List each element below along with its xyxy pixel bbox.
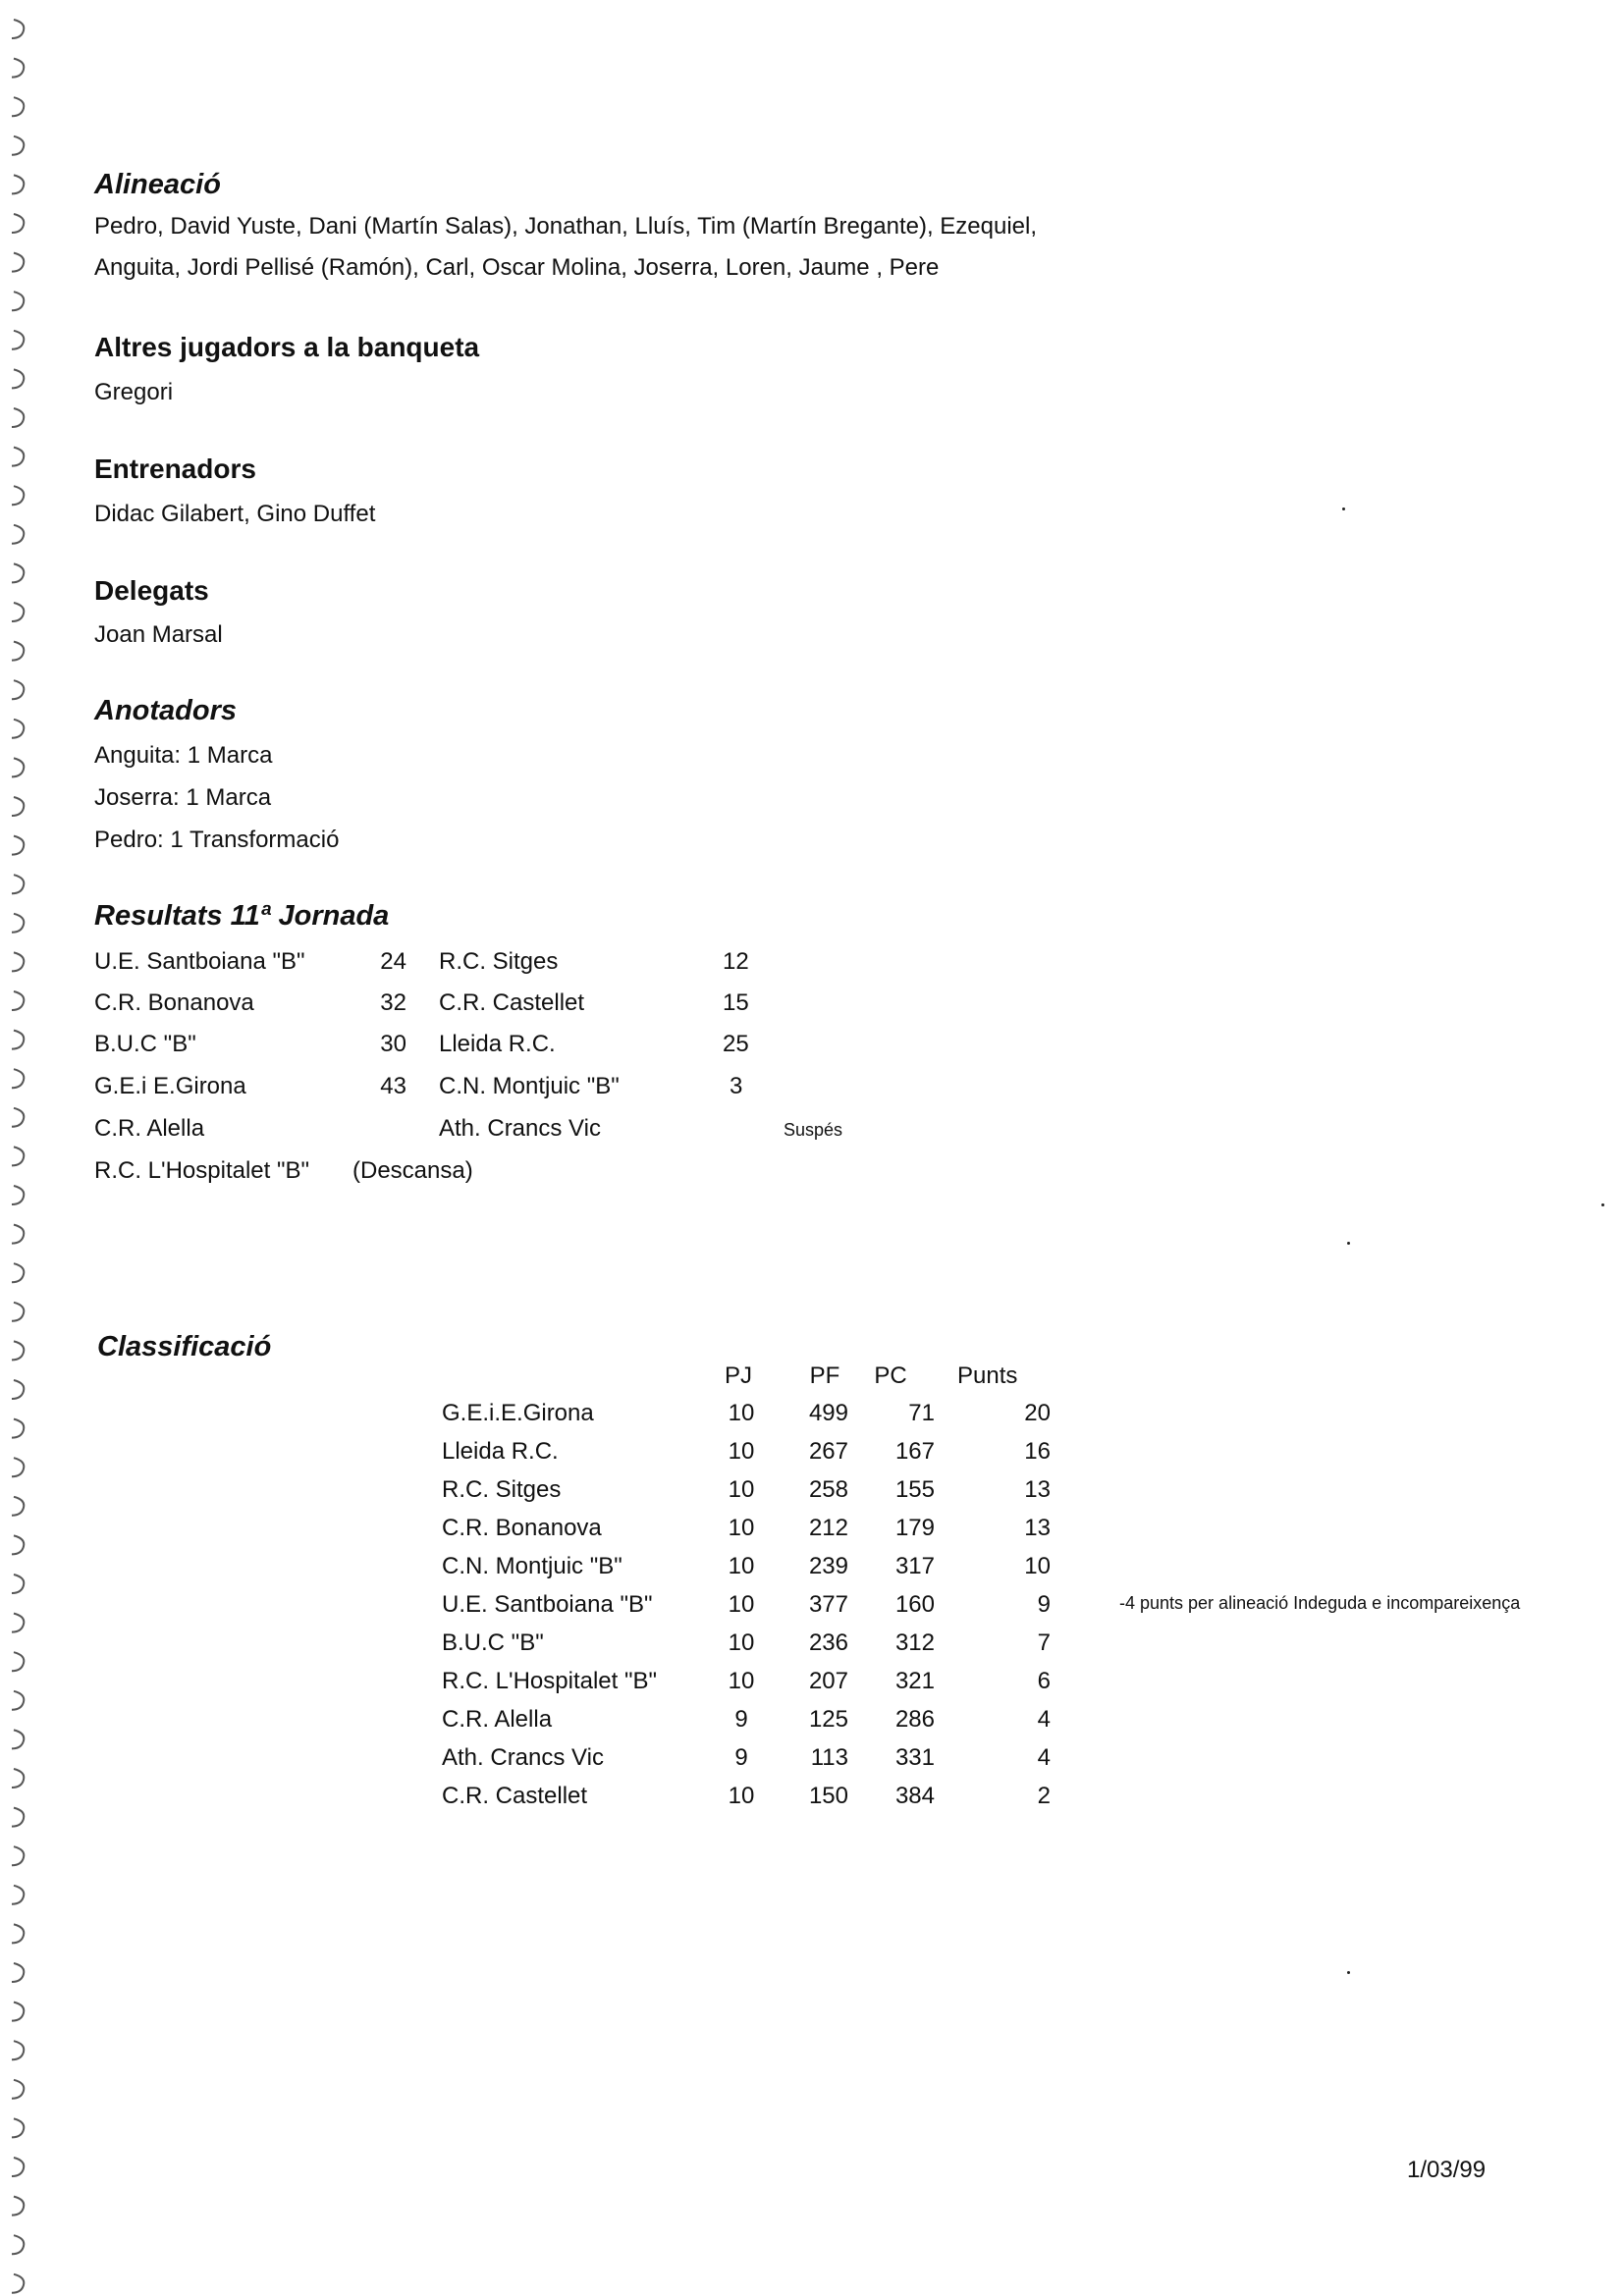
away-score: 3 <box>730 1073 743 1099</box>
alineacio-line-1: Pedro, David Yuste, Dani (Martín Salas), Jonathan, Lluís, Tim (Martín Bregante), Ezequiel, <box>94 213 1038 240</box>
home-team: C.R. Bonanova <box>94 989 254 1016</box>
points-for: 150 <box>808 1783 848 1809</box>
banqueta-text: Gregori <box>94 379 174 405</box>
binding-hole <box>12 408 24 427</box>
header-pc: PC <box>874 1362 907 1389</box>
binding-hole <box>12 1730 24 1748</box>
away-score: 12 <box>723 948 749 975</box>
played: 10 <box>728 1783 755 1809</box>
points-for: 267 <box>808 1438 848 1465</box>
punts: 16 <box>1024 1438 1051 1465</box>
binding-hole <box>12 1924 24 1943</box>
binding-hole <box>12 758 24 776</box>
binding-hole <box>12 2274 24 2293</box>
binding-hole <box>12 2118 24 2137</box>
binding-hole <box>12 253 24 272</box>
binding-hole <box>12 97 24 116</box>
binding-hole <box>12 603 24 621</box>
scan-speck <box>1347 1971 1350 1974</box>
points-for: 258 <box>808 1476 848 1503</box>
binding-hole <box>12 836 24 855</box>
points-for: 113 <box>810 1744 848 1771</box>
home-team: G.E.i E.Girona <box>94 1073 246 1099</box>
binding-hole <box>12 2041 24 2059</box>
punts: 4 <box>1037 1744 1051 1771</box>
binding-hole <box>12 1263 24 1282</box>
points-for: 207 <box>808 1668 848 1694</box>
binding-hole <box>12 1031 24 1049</box>
points-for: 377 <box>808 1591 848 1618</box>
binding-hole <box>12 1108 24 1127</box>
binding-hole <box>12 875 24 893</box>
binding-hole <box>12 214 24 233</box>
binding-hole <box>12 1808 24 1827</box>
binding-hole <box>12 331 24 349</box>
team-name: R.C. L'Hospitalet "B" <box>442 1668 658 1694</box>
scan-speck <box>1347 1242 1350 1245</box>
played: 10 <box>728 1438 755 1465</box>
binding-hole <box>12 1652 24 1671</box>
binding-hole <box>12 59 24 78</box>
points-against: 71 <box>908 1400 935 1426</box>
punts: 13 <box>1024 1476 1051 1503</box>
binding-hole <box>12 525 24 544</box>
played: 10 <box>728 1515 755 1541</box>
anotador-item: Anguita: 1 Marca <box>94 742 273 769</box>
binding-hole <box>12 2002 24 2021</box>
banqueta-heading: Altres jugadors a la banqueta <box>94 332 480 362</box>
binding-hole <box>12 2235 24 2254</box>
away-team: Ath. Crancs Vic <box>439 1115 601 1142</box>
binding-hole <box>12 914 24 933</box>
binding-hole <box>12 642 24 661</box>
points-against: 321 <box>894 1668 935 1694</box>
binding-hole <box>12 563 24 582</box>
home-score: 30 <box>380 1031 406 1057</box>
team-name: C.R. Bonanova <box>442 1515 602 1541</box>
punts: 2 <box>1037 1783 1051 1809</box>
home-score: 43 <box>380 1073 406 1099</box>
played: 9 <box>734 1706 748 1733</box>
binding-hole <box>12 1225 24 1244</box>
team-name: G.E.i.E.Girona <box>442 1400 594 1426</box>
entrenadors-heading: Entrenadors <box>94 454 256 484</box>
binding-hole <box>12 1535 24 1554</box>
away-team: C.N. Montjuic "B" <box>439 1073 620 1099</box>
anotadors-heading: Anotadors <box>94 695 237 726</box>
binding-hole <box>12 175 24 193</box>
alineacio-heading: Alineació <box>94 169 221 200</box>
binding-hole <box>12 1846 24 1865</box>
team-name: Ath. Crancs Vic <box>442 1744 604 1771</box>
away-team: Lleida R.C. <box>439 1031 556 1057</box>
binding-hole <box>12 1769 24 1788</box>
binding-hole <box>12 20 24 38</box>
played: 10 <box>728 1476 755 1503</box>
points-against: 317 <box>894 1553 935 1579</box>
away-score: 15 <box>723 989 749 1016</box>
team-name: Lleida R.C. <box>442 1438 559 1465</box>
binding-hole <box>12 1458 24 1476</box>
points-against: 384 <box>894 1783 935 1809</box>
played: 10 <box>728 1553 755 1579</box>
binding-hole <box>12 1069 24 1088</box>
binding-hole <box>12 1886 24 1904</box>
header-pf: PF <box>809 1362 840 1389</box>
played: 10 <box>728 1629 755 1656</box>
punts: 20 <box>1024 1400 1051 1426</box>
classificacio-heading: Classificació <box>97 1331 272 1362</box>
played: 9 <box>734 1744 748 1771</box>
binding-hole <box>12 952 24 971</box>
points-for: 236 <box>808 1629 848 1656</box>
points-for: 212 <box>808 1515 848 1541</box>
binding-hole <box>12 1380 24 1399</box>
binding-hole <box>12 1303 24 1321</box>
home-team: U.E. Santboiana "B" <box>94 948 305 975</box>
away-team: C.R. Castellet <box>439 989 585 1016</box>
home-score: 24 <box>380 948 406 975</box>
binding-hole <box>12 448 24 466</box>
anotador-item: Joserra: 1 Marca <box>94 784 272 811</box>
points-against: 312 <box>894 1629 935 1656</box>
header-pj: PJ <box>724 1362 752 1389</box>
played: 10 <box>728 1668 755 1694</box>
scan-speck <box>1342 507 1345 510</box>
binding-hole <box>12 2080 24 2099</box>
entrenadors-text: Didac Gilabert, Gino Duffet <box>94 501 376 527</box>
binding-hole <box>12 1186 24 1204</box>
team-name: C.R. Alella <box>442 1706 553 1733</box>
descansa-label: (Descansa) <box>352 1157 473 1184</box>
binding-hole <box>12 1963 24 1982</box>
away-score: 25 <box>723 1031 749 1057</box>
binding-holes <box>0 0 59 2296</box>
alineacio-line-2: Anguita, Jordi Pellisé (Ramón), Carl, Oscar Molina, Joserra, Loren, Jaume , Pere <box>94 254 940 281</box>
team-name: U.E. Santboiana "B" <box>442 1591 653 1618</box>
team-name: C.N. Montjuic "B" <box>442 1553 622 1579</box>
binding-hole <box>12 797 24 816</box>
points-for: 499 <box>808 1400 848 1426</box>
santboiana-note: -4 punts per alineació Indeguda e incompareixença <box>1119 1593 1521 1613</box>
delegats-heading: Delegats <box>94 575 209 606</box>
binding-hole <box>12 1691 24 1710</box>
scan-speck <box>1601 1203 1604 1206</box>
away-team: R.C. Sitges <box>439 948 559 975</box>
points-against: 179 <box>894 1515 935 1541</box>
points-for: 125 <box>808 1706 848 1733</box>
binding-hole <box>12 1497 24 1516</box>
played: 10 <box>728 1591 755 1618</box>
binding-hole <box>12 136 24 155</box>
points-against: 160 <box>894 1591 935 1618</box>
binding-hole <box>12 486 24 505</box>
binding-hole <box>12 1575 24 1593</box>
descansa-team: R.C. L'Hospitalet "B" <box>94 1157 310 1184</box>
points-against: 286 <box>894 1706 935 1733</box>
home-team: B.U.C "B" <box>94 1031 196 1057</box>
binding-hole <box>12 991 24 1010</box>
punts: 6 <box>1037 1668 1051 1694</box>
home-score: 32 <box>380 989 406 1016</box>
suspes-note: Suspés <box>784 1120 843 1140</box>
binding-hole <box>12 2158 24 2176</box>
team-name: B.U.C "B" <box>442 1629 544 1656</box>
delegats-text: Joan Marsal <box>94 621 223 648</box>
resultats-heading: Resultats 11ª Jornada <box>94 900 390 932</box>
punts: 7 <box>1037 1629 1051 1656</box>
points-against: 155 <box>894 1476 935 1503</box>
binding-hole <box>12 292 24 310</box>
binding-hole <box>12 1341 24 1360</box>
anotador-item: Pedro: 1 Transformació <box>94 827 340 853</box>
binding-hole <box>12 720 24 738</box>
punts: 13 <box>1024 1515 1051 1541</box>
played: 10 <box>728 1400 755 1426</box>
binding-svg <box>0 0 59 2296</box>
punts: 4 <box>1037 1706 1051 1733</box>
binding-hole <box>12 2197 24 2216</box>
team-name: C.R. Castellet <box>442 1783 588 1809</box>
points-against: 167 <box>894 1438 935 1465</box>
header-punts: Punts <box>957 1362 1018 1389</box>
binding-hole <box>12 369 24 388</box>
team-name: R.C. Sitges <box>442 1476 562 1503</box>
binding-hole <box>12 680 24 699</box>
binding-hole <box>12 1419 24 1438</box>
home-team: C.R. Alella <box>94 1115 205 1142</box>
points-for: 239 <box>808 1553 848 1579</box>
document-date: 1/03/99 <box>1407 2157 1487 2183</box>
binding-hole <box>12 1614 24 1632</box>
points-against: 331 <box>894 1744 935 1771</box>
punts: 10 <box>1024 1553 1051 1579</box>
punts: 9 <box>1037 1591 1051 1618</box>
binding-hole <box>12 1147 24 1165</box>
